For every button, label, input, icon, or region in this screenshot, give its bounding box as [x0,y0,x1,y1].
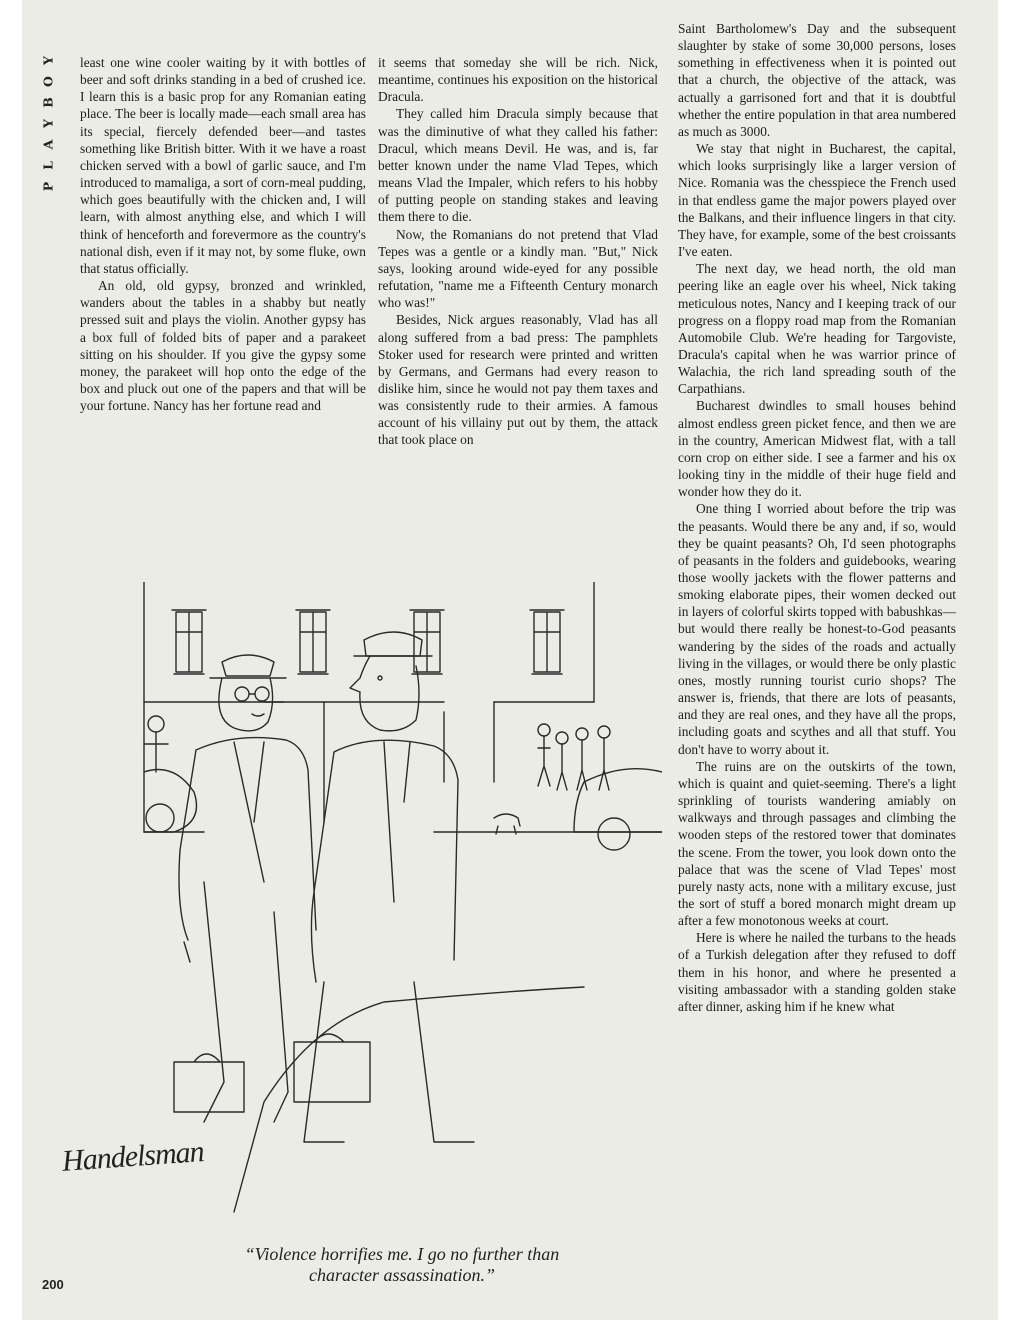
article-column-2 [378,54,658,449]
paragraph: The next day, we head north, the old man peering like an eagle over his wheel, Nick taking meticulous notes, Nancy and I keeping track of our progress on a floppy road map from the Romanian Automobile Club. We're heading for Targoviste, Dracula's capital when he was warrior prince of Walachia, the rich land spreading south of the Carpathians. [678,261,956,397]
cartoon-illustration [114,582,662,1214]
caption-line-2: character assassination.” [308,1265,495,1285]
magazine-name-letter: P [40,181,56,192]
paragraph: Bucharest dwindles to small houses behind almost endless green picket fence, and then we are in the country, American Midwest flat, with a tall corn crop on either side. I see a farmer and his ox looking tiny in the middle of their huge field and wonder how they do it. [678,398,956,500]
paragraph: Saint Bartholomew's Day and the subsequent slaughter by stake of some 30,000 persons, loses something in effectiveness when it is pointed out that a church, the objective of the attack, was actually a garrisoned fort and that it is doubtful whether the entire population in that area numbered as much as 3000. [678,21,956,139]
cartoonist-signature: Handelsman [60,1135,205,1178]
magazine-name-letter: A [40,139,56,150]
paragraph: Here is where he nailed the turbans to the heads of a Turkish delegation after they refused to doff them in his honor, and where he presented a visiting ambassador with a standing golden stake after dinner, asking him if he knew what [678,930,956,1014]
paragraph: We stay that night in Bucharest, the capital, which looks surprisingly like a larger version of Nice. Romania was the chesspiece the French used in that endless game the major powers played over the Balkans, and their influence lingers in that city. They have, for example, some of the best croissants I've eaten. [678,141,956,260]
magazine-name-letter: L [40,161,56,170]
paragraph: Now, the Romanians do not pretend that Vlad Tepes was a gentle or a kindly man. "But," Nick says, looking around wide-eyed for any possible refutation, "name me a Fifteenth Century monarch who was!" [378,226,658,311]
magazine-name-letter: O [40,76,56,87]
magazine-name-vertical [40,50,56,197]
page-number: 200 [42,1277,64,1292]
paragraph: They called him Dracula simply because that was the diminutive of what they called his father: Dracul, which means Devil. He was, and is, far better known under the name Vlad Tepes, which means Vlad the Impaler, which refers to his hobby of putting people on standing stakes and leaving them there to die. [378,106,658,225]
caption-line-1: “Violence horrifies me. I go no further than [244,1244,560,1264]
magazine-name-letter: Y [40,56,56,65]
magazine-name-letter: B [40,97,56,108]
article-column-3 [678,20,956,1015]
paragraph: Besides, Nick argues reasonably, Vlad has all along suffered from a bad press: The pamphlets Stoker used for research were printed and written by Germans, and Germans had every reason to dislike him, since he would not pay them taxes and was consistently rude to their armies. A famous account of his villainy put out by them, the attack that took place on [378,312,658,448]
paragraph: One thing I worried about before the trip was the peasants. Would there be any and, if so, would they be quaint peasants? Oh, I'd seen photographs of peasants in the folders and guidebooks, wearing those woolly jackets with the flower patterns and smoking elaborate pipes, their women decked out in layers of colorful skirts topped with babushkas—but would there really be honest-to-God peasants wandering by the sides of the roads and actually living in the villages, or would there be only plastic ones, mostly running tourist curio shops? The answer is, friends, that there are lots of peasants, and they are real ones, and they have all the props, including goats and scythes and all that stuff. You don't have to worry about it. [678,501,956,757]
magazine-name-letter: Y [40,119,56,128]
magazine-page [22,0,998,1320]
paragraph: The ruins are on the outskirts of the town, which is quaint and quiet-seeming. There's a light sprinkling of tourists wandering amiably on walkways and through passages and climbing the wooden steps of the restored tower that dominates the scene. From the tower, you look down onto the palace that was the scene of Vlad Tepes' most purely nasty acts, none with a military excuse, just the sort of stuff a bored monarch might dream up after a few monotonous weeks at court. [678,758,956,929]
cartoon-caption [152,1244,652,1286]
article-column-1 [80,54,366,414]
paragraph: it seems that someday she will be rich. Nick, meantime, continues his exposition on the historical Dracula. [378,55,658,105]
paragraph: least one wine cooler waiting by it with bottles of beer and soft drinks standing in a bed of crushed ice. I learn this is a basic prop for any Romanian eating place. The beer is locally made—each small area has its special, fiercely defended beer—and tastes something like British bitter. With it we have a roast chicken served with a bowl of garlic sauce, and I'm introduced to mamaliga, a sort of corn-meal pudding, which goes beautifully with the chicken and, I will learn, with almost anything else, and which I will think of henceforth and forevermore as the country's national dish, even if it may not, by some fluke, own that status officially. [80,55,366,276]
paragraph: An old, old gypsy, bronzed and wrinkled, wanders about the tables in a shabby but neatly pressed suit and plays the violin. Another gypsy has a box full of folded bits of paper and a parakeet sitting on his shoulder. If you give the gypsy some money, the parakeet will hop onto the edge of the box and pluck out one of the papers and that will be your fortune. Nancy has her fortune read and [80,278,366,414]
